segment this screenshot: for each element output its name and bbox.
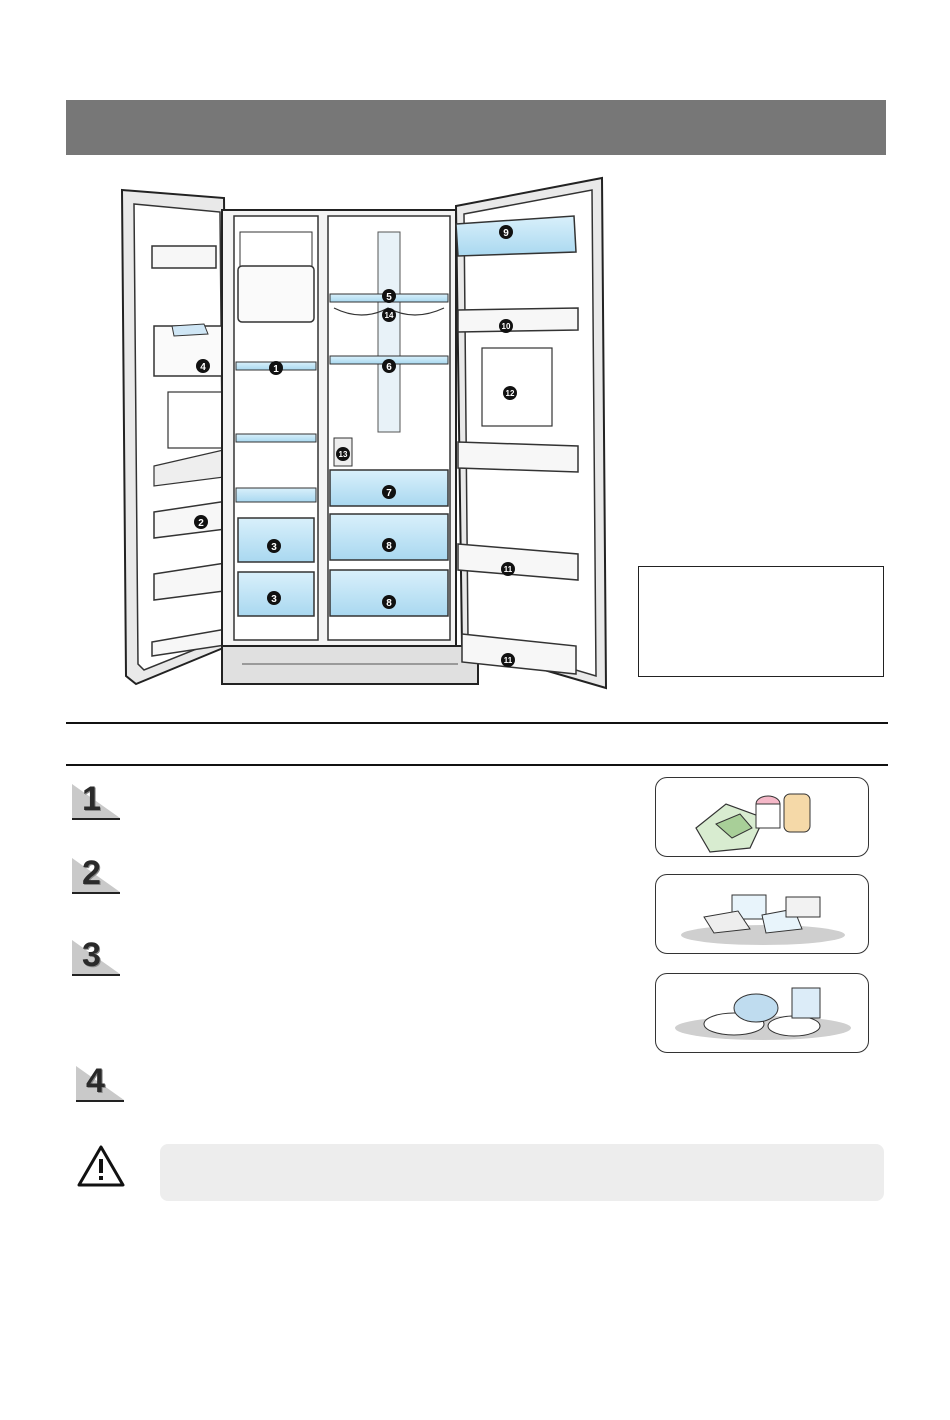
svg-text:10: 10 <box>501 322 511 331</box>
step-3-badge <box>72 936 124 986</box>
callout-8b <box>382 595 396 609</box>
section-header-bar <box>66 100 886 155</box>
callout-1 <box>269 361 283 375</box>
svg-text:4: 4 <box>200 362 206 373</box>
svg-text:14: 14 <box>384 311 394 320</box>
warning-message-box <box>160 1144 884 1201</box>
callout-14 <box>382 308 396 322</box>
svg-text:7: 7 <box>386 488 392 499</box>
svg-text:3: 3 <box>271 542 277 553</box>
callout-2 <box>194 515 208 529</box>
svg-text:8: 8 <box>386 541 392 552</box>
food-illustration-vegetables <box>655 777 869 857</box>
callout-3a <box>267 539 281 553</box>
food-illustration-meat-fish <box>655 973 869 1053</box>
step-1-number: 1 <box>82 780 101 818</box>
divider-top <box>66 722 888 724</box>
callout-12 <box>503 386 517 400</box>
divider-bottom <box>66 764 888 766</box>
callout-13 <box>336 447 350 461</box>
callout-10 <box>499 319 513 333</box>
svg-text:1: 1 <box>273 364 279 375</box>
svg-text:9: 9 <box>503 228 509 239</box>
svg-text:6: 6 <box>386 362 392 373</box>
callout-11a <box>501 562 515 576</box>
svg-text:13: 13 <box>338 450 348 459</box>
svg-text:12: 12 <box>505 389 515 398</box>
step-4-badge <box>76 1062 128 1112</box>
step-2-badge <box>72 854 124 904</box>
warning-triangle-icon <box>76 1144 126 1188</box>
callout-3b <box>267 591 281 605</box>
note-box <box>638 566 884 677</box>
svg-text:5: 5 <box>386 292 392 303</box>
step-1-badge <box>72 780 124 830</box>
callout-8a <box>382 538 396 552</box>
food-illustration-frozen-packages <box>655 874 869 954</box>
svg-text:2: 2 <box>198 518 204 529</box>
step-3-number: 3 <box>82 936 101 974</box>
callout-4 <box>196 359 210 373</box>
step-2-number: 2 <box>82 854 101 892</box>
svg-text:11: 11 <box>503 565 513 574</box>
callout-9 <box>499 225 513 239</box>
callout-11b <box>501 653 515 667</box>
svg-text:11: 11 <box>503 656 513 665</box>
svg-text:3: 3 <box>271 594 277 605</box>
svg-text:8: 8 <box>386 598 392 609</box>
refrigerator-diagram <box>112 176 612 696</box>
step-4-number: 4 <box>86 1062 105 1100</box>
callout-7 <box>382 485 396 499</box>
callout-6 <box>382 359 396 373</box>
callout-5 <box>382 289 396 303</box>
